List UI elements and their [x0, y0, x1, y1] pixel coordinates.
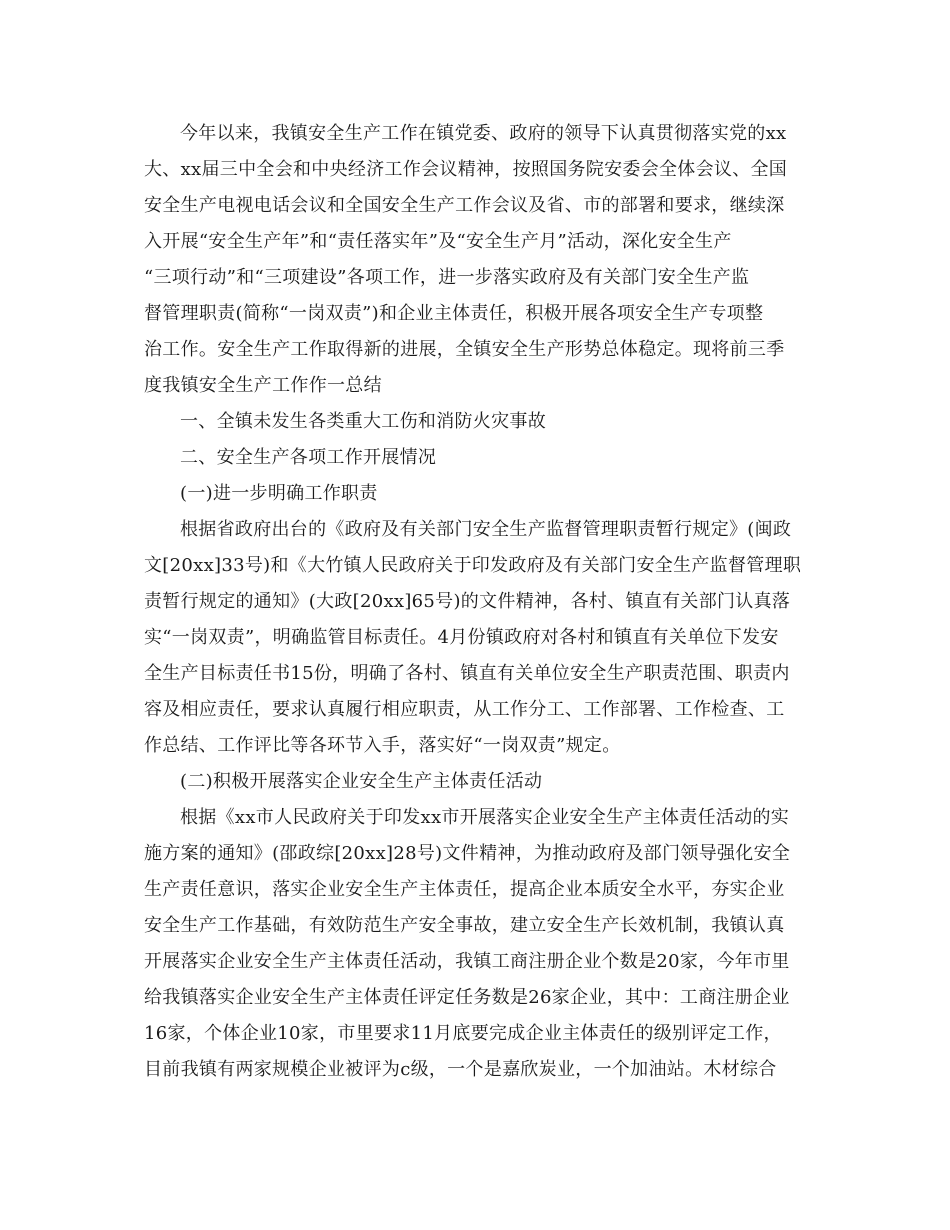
text-line: 安全生产工作基础，有效防范生产安全事故，建立安全生产长效机制，我镇认真 [144, 915, 785, 936]
text-line: 今年以来，我镇安全生产工作在镇党委、政府的领导下认真贯彻落实党的xx [180, 123, 787, 144]
text-line: 入开展“安全生产年”和“责任落实年”及“安全生产月”活动，深化安全生产 [144, 231, 732, 252]
text-line: 全生产目标责任书15份，明确了各村、镇直有关单位安全生产职责范围、职责内 [144, 663, 790, 684]
text-line: 作总结、工作评比等各环节入手，落实好“一岗双责”规定。 [144, 735, 621, 756]
text-line: 16家，个体企业10家，市里要求11月底要完成企业主体责任的级别评定工作， [144, 1023, 782, 1044]
text-line: 督管理职责(简称“一岗双责”)和企业主体责任，积极开展各项安全生产专项整 [144, 303, 764, 324]
text-line: 文[20xx]33号)和《大竹镇人民政府关于印发政府及有关部门安全生产监督管理职 [144, 555, 802, 576]
text-line: 目前我镇有两家规模企业被评为c级，一个是嘉欣炭业，一个加油站。木材综合 [144, 1059, 777, 1080]
text-line: 责暂行规定的通知》(大政[20xx]65号)的文件精神，各村、镇直有关部门认真落 [144, 591, 791, 612]
text-line: 安全生产电视电话会议和全国安全生产工作会议及省、市的部署和要求，继续深 [144, 195, 785, 216]
text-line: 生产责任意识，落实企业安全生产主体责任，提高企业本质安全水平，夯实企业 [144, 879, 785, 900]
text-line: 治工作。安全生产工作取得新的进展，全镇安全生产形势总体稳定。现将前三季 [144, 339, 785, 360]
text-line: 度我镇安全生产工作作一总结 [144, 375, 382, 396]
text-line: 施方案的通知》(邵政综[20xx]28号)文件精神，为推动政府及部门领导强化安全 [144, 843, 791, 864]
text-line: 大、xx届三中全会和中央经济工作会议精神，按照国务院安委会全体会议、全国 [144, 159, 788, 180]
text-line: “三项行动”和“三项建设”各项工作，进一步落实政府及有关部门安全生产监 [144, 267, 750, 288]
text-line: 开展落实企业安全生产主体责任活动，我镇工商注册企业个数是20家，今年市里 [144, 951, 790, 972]
text-line: 给我镇落实企业安全生产主体责任评定任务数是26家企业，其中：工商注册企业 [144, 987, 790, 1008]
text-line: (一)进一步明确工作职责 [180, 483, 378, 504]
text-line: 根据省政府出台的《政府及有关部门安全生产监督管理职责暂行规定》(闽政 [180, 519, 792, 540]
text-line: 实“一岗双责”，明确监管目标责任。4月份镇政府对各村和镇直有关单位下发安 [144, 627, 779, 648]
text-line: 一、全镇未发生各类重大工伤和消防火灾事故 [180, 411, 546, 432]
text-line: 根据《xx市人民政府关于印发xx市开展落实企业安全生产主体责任活动的实 [180, 807, 790, 828]
text-line: 二、安全生产各项工作开展情况 [180, 447, 437, 468]
document-body [144, 116, 810, 1088]
text-line: (二)积极开展落实企业安全生产主体责任活动 [180, 771, 543, 792]
text-line: 容及相应责任，要求认真履行相应职责，从工作分工、工作部署、工作检查、工 [144, 699, 785, 720]
